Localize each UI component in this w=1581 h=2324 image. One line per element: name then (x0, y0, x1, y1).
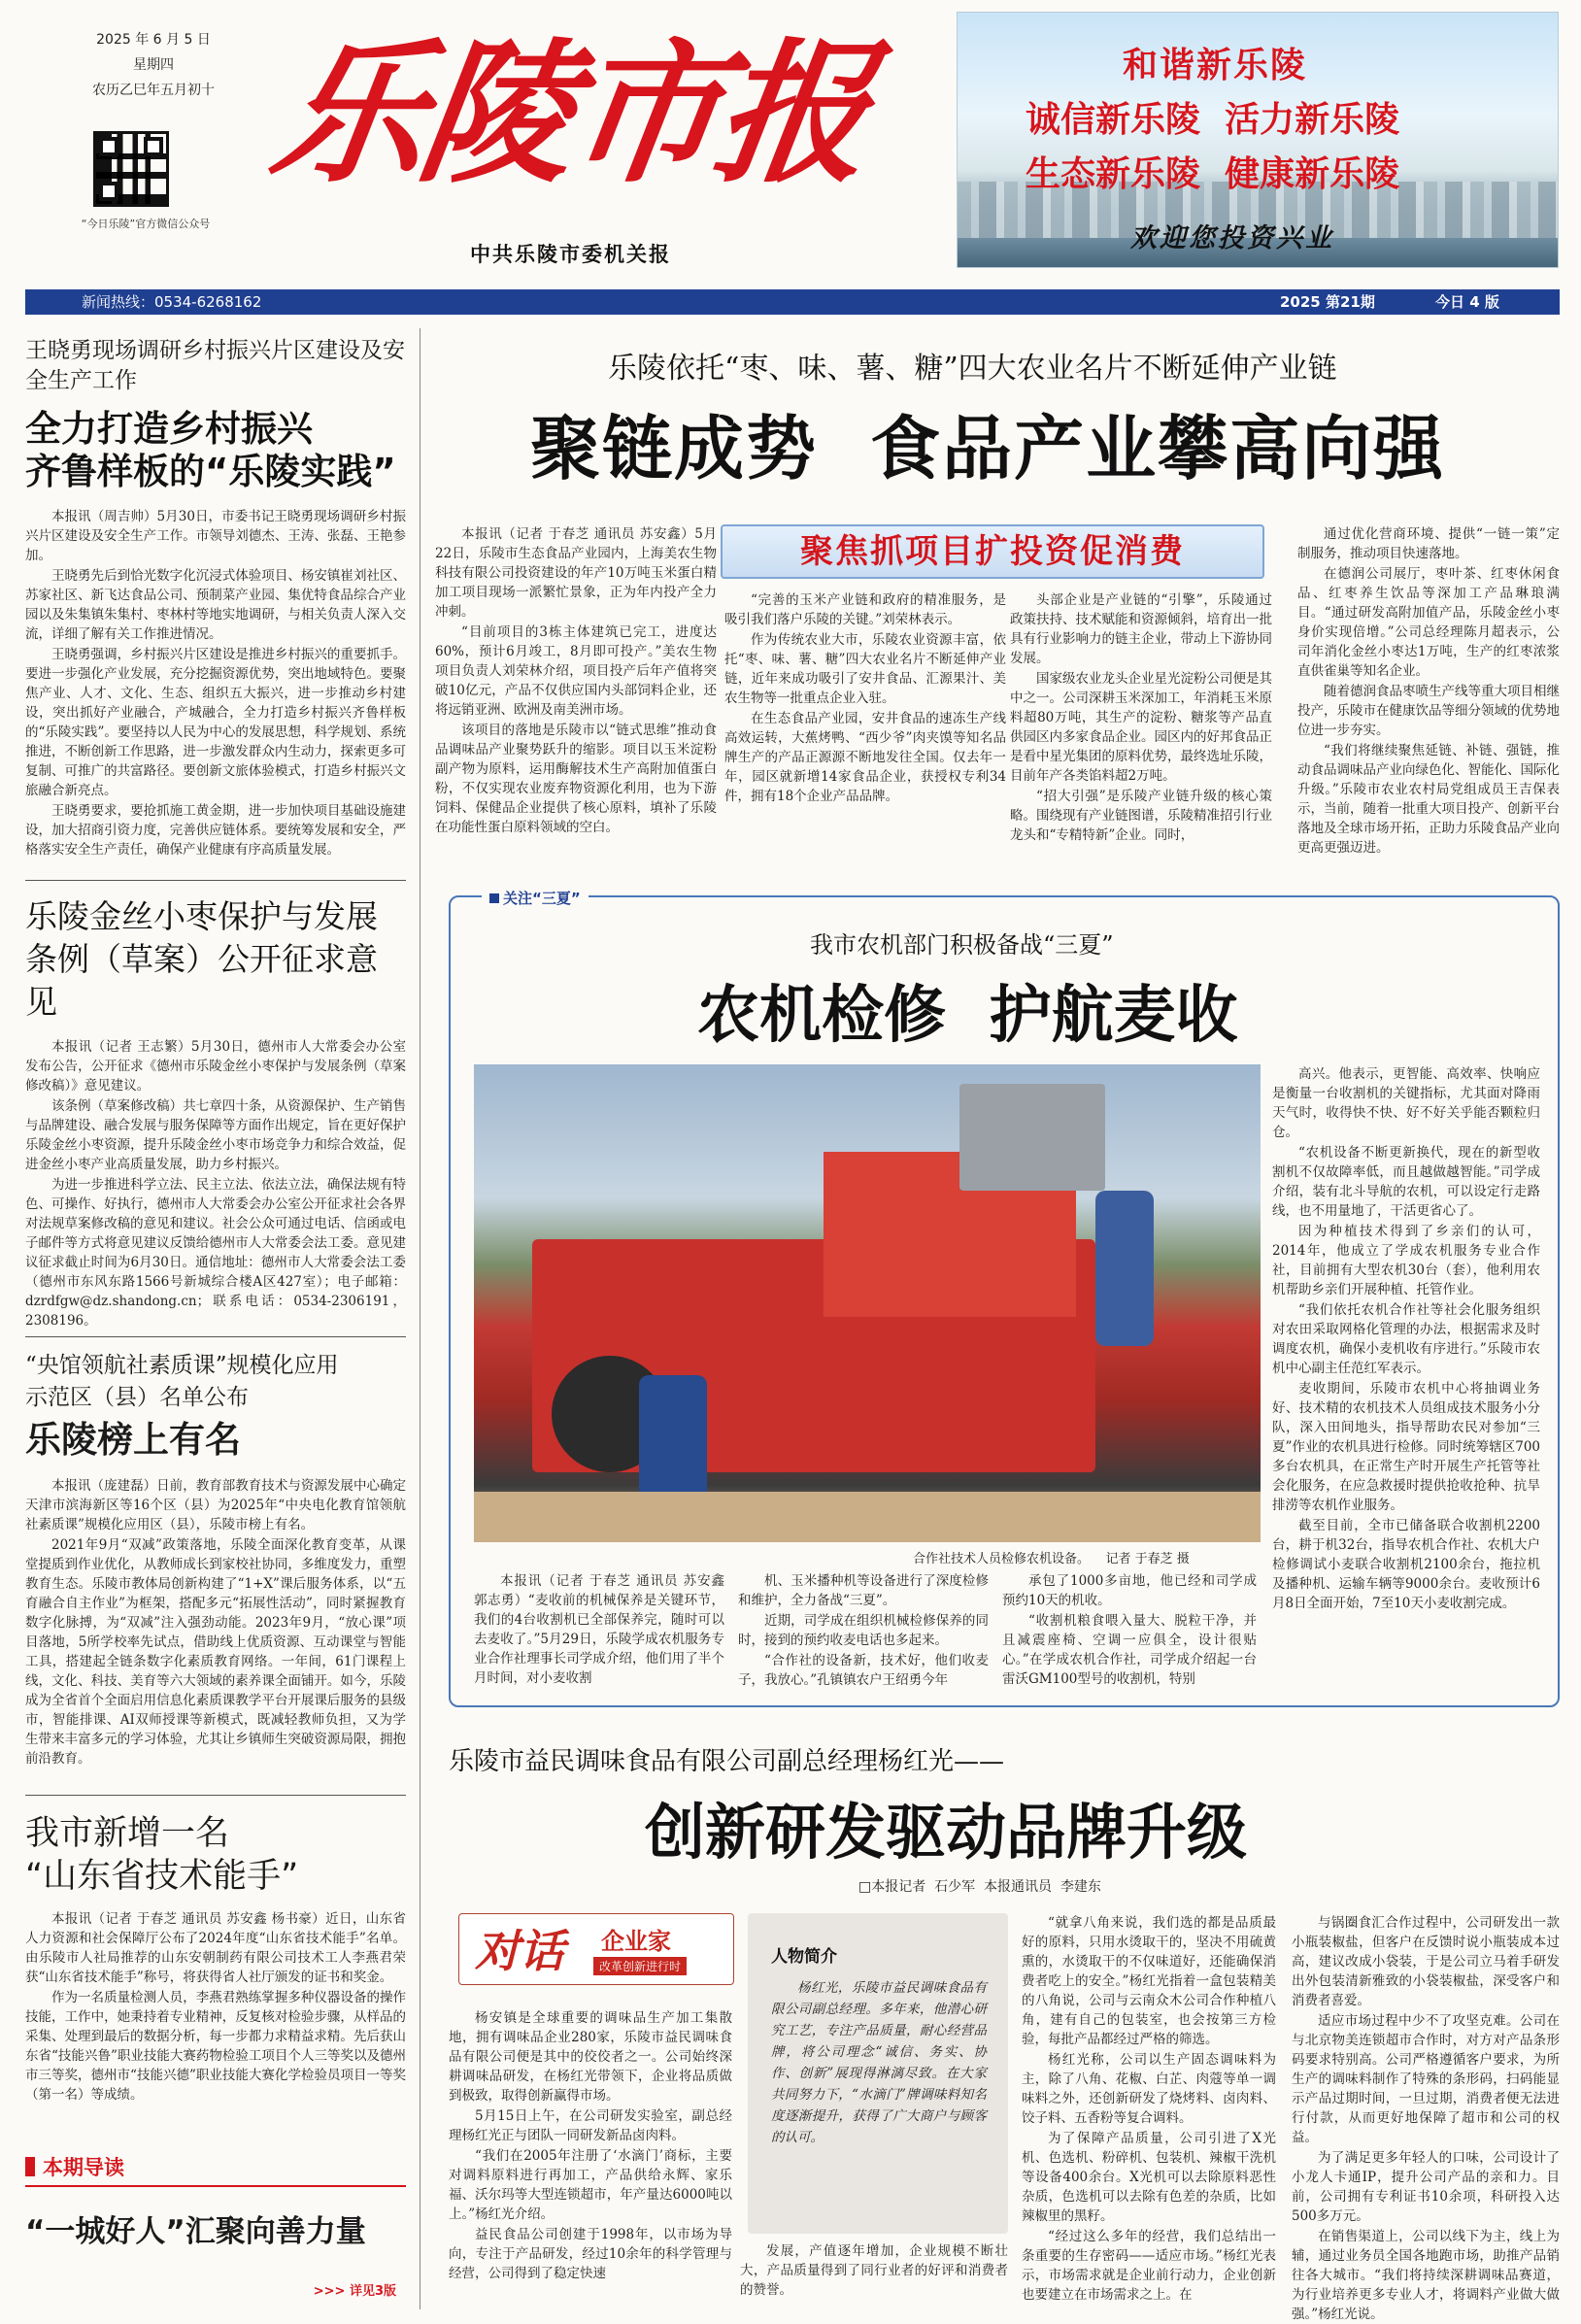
page-count: 今日 4 版 (1435, 293, 1499, 311)
article-kicker-2: 示范区（县）名单公布 (25, 1385, 249, 1410)
lead-banner (721, 524, 1264, 579)
left-article-4 (25, 1812, 406, 2146)
paragraph: 在德润公司展厅，枣叶茶、红枣休闲食品、红枣养生饮品等深加工产品琳琅满目。“通过研发高附加值产品，乐陵金丝小枣身价实现倍增。”公司总经理陈月超表示，公司年消化金丝小枣达1万吨，生产的红枣浓浆直供雀巢等知名企业。 (1297, 566, 1560, 679)
paragraph: 因为种植技术得到了乡亲们的认可，2014年，他成立了学成农机服务专业合作社，目前拥有大型农机30台（套），他利用农机帮助乡亲们开展种植、托管作业。 (1272, 1224, 1540, 1297)
paragraph: 高兴。他表示，更智能、高效率、快响应是衡量一台收割机的关键指标，尤其面对降雨天气时，收得快不快、好不好关乎能否颗粒归仓。 (1272, 1066, 1540, 1140)
interview-column-3 (1022, 1913, 1276, 2309)
article-kicker: “央馆领航社素质课”规模化应用 (25, 1353, 339, 1378)
article-kicker: 王晓勇现场调研乡村振兴片区建设及安全生产工作 (25, 338, 405, 393)
logo-small-text: 企业家 (601, 1927, 671, 1955)
issue-number: 2025 第21期 (1280, 293, 1375, 311)
logo-big-text: 对话 (475, 1925, 564, 1977)
paragraph: 作为一名质量检测人员，李燕君熟练掌握多种仪器设备的操作技能，工作中，她秉持着专业精神，反复核对检验步骤，从样品的采集、处理到最后的数据分析，每一步都力求精益求精。先后获山东省“技能兴鲁”职业技能大赛药物检验工项目个人三等奖以及德州市三等奖，德州市“技能兴德”职业技能大赛化学检验员项目一等奖（第一名）等成绩。 (25, 1990, 406, 2103)
paragraph: “招大引强”是乐陵产业链升级的核心策略。围绕现有产业链图谱，乐陵精准招引行业龙头和“专精特新”企业。同时， (1010, 789, 1272, 843)
paragraph: 杨安镇是全球重要的调味品生产加工集散地，拥有调味品企业280家，乐陵市益民调味食品有限公司便是其中的佼佼者之一。公司始终深耕调味品研发，在杨红光带领下，企业将品质做到极致，取得创新赢得市场。 (449, 2010, 732, 2104)
interview-byline: □本报记者 石少军 本报通讯员 李建东 (858, 1879, 1101, 1895)
ad-slogan-3: 生态新乐陵 健康新乐陵 (1026, 153, 1400, 194)
article-headline-2: 齐鲁样板的“乐陵实践” (25, 451, 396, 492)
paragraph: 益民食品公司创建于1998年，以市场为导向，专注于产品研发，经过10余年的科学管理与经营，公司得到了稳定快速 (449, 2227, 732, 2281)
guide-marker-icon (25, 2157, 35, 2176)
paragraph: 2021年9月“双减”政策落地，乐陵全面深化教育变革，从课堂提质到作业优化，从教师成长到家校社协同，多维度发力，重塑教育生态。乐陵市教体局创新构建了“1+X”课后服务体系，以“五育融合自主作业”为框架，搭配多元“拓展性活动”，同时紧握教育数字化脉搏，为“双减”注入强劲动能。2023年9月，“放心课”项目落地，5所学校率先试点，借助线上优质资源、互动课堂与智能工具，搭建起全链条数字化素质教育网络。一年间，61门课程上线，文化、科技、美育等六大领域的素养课全面铺开。如今，乐陵成为全省首个全面启用信息化素质课教学平台开展课后服务的县级市，智能排课、AI双师授课等新模式，既减轻教师负担，又为学生带来丰富多元的学习体验，尤其让乡镇师生突破资源局限，拥抱前沿教育。 (25, 1537, 406, 1767)
paragraph: “我们依托农机合作社等社会化服务组织对农田采取网格化管理的办法，根据需求及时调度农机，确保小麦机收有序进行。”乐陵市农机中心副主任范红军表示。 (1272, 1302, 1540, 1376)
dialogue-logo (458, 1913, 734, 1985)
article-headline-2: “山东省技术能手” (25, 1857, 299, 1896)
ad-slogan-2: 诚信新乐陵 活力新乐陵 (1026, 99, 1400, 140)
tag-label: 关注“三夏” (503, 890, 581, 907)
article-body (25, 507, 406, 897)
info-bar (25, 289, 1560, 315)
paragraph: 本报讯（庞建磊）日前，教育部教育技术与资源发展中心确定天津市滨海新区等16个区（县）为2025年“中央电化教育馆领航社素质课”规模化应用区（县），乐陵市榜上有名。 (25, 1478, 406, 1532)
newspaper-subtitle: 中共乐陵市委机关报 (470, 242, 671, 266)
interview-headline: 创新研发驱动品牌升级 (645, 1797, 1248, 1868)
article-headline: 我市新增一名 (25, 1814, 230, 1853)
photo-caption: 合作社技术人员检修农机设备。 记者 于春芝 摄 (913, 1552, 1190, 1566)
harvest-tag (482, 886, 589, 910)
profile-text: 杨红光，乐陵市益民调味食品有限公司副总经理。多年来，他潜心研究工艺，专注产品质量，耐心经营品牌，将公司理念“诚信、务实、协作、创新”展现得淋漓尽致。在大家共同努力下，“水滴门”牌调味料知名度逐渐提升，获得了广大商户与顾客的认可。 (771, 1980, 987, 2145)
paragraph: 为了满足更多年轻人的口味，公司设计了小龙人卡通IP，提升公司产品的亲和力。目前，公司拥有专利证书10余项，科研投入达500多万元。 (1292, 2150, 1560, 2224)
paragraph: 王晓勇先后到恰光数字化沉浸式体验项目、杨安镇崔刘社区、苏家社区、新飞达食品公司、预制菜产业园、集优特食品综合产业园以及朱集镇朱集村、枣林村等地实地调研，与相关负责人深入交流，详细了解有关工作推进情况。 (25, 568, 406, 642)
interview-column-2 (740, 2241, 1008, 2309)
lead-headline: 聚链成势 食品产业攀高向强 (530, 408, 1446, 489)
paragraph: 为进一步推进科学立法、民主立法、依法立法，确保法规有特色、可操作、好执行，德州市人大常委会办公室公开征求社会各界对法规草案修改稿的意见和建议。社会公众可通过电话、信函或电子邮件等方式将意见建议反馈给德州市人大常委会法工委。意见建议征求截止时间为6月30日。通信地址：德州市人大常委会法工委（德州市东风东路1566号新城综合楼A区427室）；电子邮箱：dzrdfgw@dz.shandong.cn；联系电话：0534-2306191，2308196。 (25, 1177, 406, 1329)
article-headline-2: 条例（草案）公开征求意见 (25, 940, 378, 1021)
paragraph: 机、玉米播种机等设备进行了深度检修和维护，全力备战“三夏”。 (738, 1573, 989, 1608)
paragraph: 作为传统农业大市，乐陵农业资源丰富，依托“枣、味、薯、糖”四大农业名片不断延伸产业链，近年来成功吸引了安井食品、汇源果汁、美农生物等一批重点企业入驻。 (724, 632, 1006, 706)
paragraph: 杨红光称，公司以生产固态调味料为主，除了八角、花椒、白芷、肉蔻等单一调味料之外，还创新研发了烧烤料、卤肉料、饺子料、五香粉等复合调料。 (1022, 2052, 1276, 2126)
paragraph: 与锅圈食汇合作过程中，公司研发出一款小瓶装椒盐，但客户在反馈时说小瓶装成本过高，建议改成小袋装，于是公司立马着手研发出外包装清新雅致的小袋装椒盐，深受客户和消费者喜爱。 (1292, 1915, 1560, 2008)
harvest-bottom-column-2 (738, 1571, 989, 1692)
paragraph: 发展，产值逐年增加，企业规模不断壮大，产品质量得到了同行业者的好评和消费者的赞誉。 (740, 2243, 1008, 2298)
article-body (25, 1909, 406, 2146)
qr-caption: “今日乐陵”官方微信公众号 (81, 218, 211, 230)
paragraph: “我们在2005年注册了‘水滴门’商标，主要对调料原料进行再加工，产品供给永辉、家乐福、沃尔玛等大型连锁超市，年产量达6000吨以上。”杨红光介绍。 (449, 2148, 732, 2222)
paragraph: “完善的玉米产业链和政府的精准服务，是吸引我们落户乐陵的关键。”刘荣林表示。 (724, 592, 1006, 627)
left-article-2 (25, 895, 406, 1428)
harvest-bottom-column-3 (1002, 1571, 1257, 1692)
logo-tag: 改革创新进行时 (593, 1957, 687, 1975)
paragraph: 王晓勇强调，乡村振兴片区建设是推进乡村振兴的重要抓手。要进一步强化产业发展，充分挖掘资源优势，突出地域特色。要聚焦产业、人才、文化、生态、组织五大振兴，进一步推动乡村建设，突出抓好产业融合，产城融合，全力打造乡村振兴齐鲁样板的“乐陵实践”。要坚持以人民为中心的发展思想，科学规划、系统推进，不断创新工作思路，进一步激发群众内生动力，探索更多可复制、可推广的共富路径。要创新文旅体验模式，打造乡村振兴文旅融合新亮点。 (25, 647, 406, 798)
paragraph: “目前项目的3栋主体建筑已完工，进度达60%，预计6月竣工，8月即可投产。”美农生物项目负责人刘荣林介绍，项目投产后年产值将突破10亿元，产品不仅供应国内头部饲料企业，还将远销亚洲、欧洲及南美洲市场。 (435, 624, 717, 718)
ad-banner (957, 12, 1559, 268)
paragraph: 随着德润食品枣喷生产线等重大项目相继投产，乐陵市在健康饮品等细分领域的优势地位进一步夯实。 (1297, 684, 1560, 738)
lead-column-3 (1010, 590, 1272, 923)
interview-column-1 (449, 2008, 732, 2309)
interview-column-4 (1292, 1913, 1560, 2322)
paragraph: 为了保障产品质量，公司引进了X光机、色选机、粉碎机、包装机、辣椒干洗机等设备400余台。X光机可以去除原料恶性杂质，色选机可以去除有色差的杂质，比如辣椒里的黑籽。 (1022, 2131, 1276, 2224)
paragraph: 该项目的落地是乐陵市以“链式思维”推动食品调味品产业聚势跃升的缩影。项目以玉米淀粉副产物为原料，运用酶解技术生产高附加值蛋白粉，不仅实现农业废弃物资源化利用，也为下游饲料、保健品企业提供了核心原料，填补了乐陵在功能性蛋白原料领域的空白。 (435, 723, 717, 835)
paragraph: “我们将继续聚焦延链、补链、强链，推动食品调味品产业向绿色化、智能化、国际化升级。”乐陵市农业农村局党组成员王吉保表示，当前，随着一批重大项目投产、创新平台落地及全球市场开拓，正助力乐陵食品产业向更高更强迈进。 (1297, 743, 1560, 856)
lead-column-1 (435, 524, 717, 923)
news-hotline: 新闻热线：0534-6268162 (82, 293, 262, 311)
paragraph: 本报讯（记者 于春芝 通讯员 苏安鑫 杨书豪）近日，山东省人力资源和社会保障厅公布了2024年度“山东省技术能手”名单。由乐陵市人社局推荐的山东安朝制药有限公司技术工人李燕君荣获“山东省技术能手”称号，将获得省人社厅颁发的证书和奖金。 (25, 1911, 406, 1985)
interview-kicker: 乐陵市益民调味食品有限公司副总经理杨红光—— (449, 1747, 1005, 1776)
harvest-headline: 农机检修 护航麦收 (697, 979, 1238, 1052)
paragraph: “农机设备不断更新换代，现在的新型收割机不仅故障率低，而且越做越智能。”司学成介绍，装有北斗导航的农机，可以设定行走路线，也不用量地了，干活更省心了。 (1272, 1145, 1540, 1219)
paragraph: “收割机粮食喂入量大、脱粒干净，并且减震座椅、空调一应俱全，设计很贴心。”在学成农机合作社，司学成介绍起一台雷沃GM100型号的收割机，特别 (1002, 1613, 1257, 1687)
paragraph: 国家级农业龙头企业星光淀粉公司便是其中之一。公司深耕玉米深加工，年消耗玉米原料超80万吨，其生产的淀粉、糖浆等产品直供园区内多家食品企业。园区内的好邦食品正是看中星光集团的原料优势，最终选址乐陵，目前年产各类馅料超2万吨。 (1010, 671, 1272, 784)
harvest-bottom-column-1 (474, 1571, 724, 1692)
newspaper-logo: 乐陵市报 (261, 24, 878, 204)
article-headline: 乐陵金丝小枣保护与发展 (25, 897, 378, 935)
paragraph: 王晓勇要求，要抢抓施工黄金期，进一步加快项目基础设施建设，加大招商引资力度，完善供应链体系。要统筹发展和安全，严格落实安全生产责任，确保产业健康有序高质量发展。 (25, 803, 406, 858)
paragraph: 截至目前，全市已储备联合收割机2200台，耕于机32台，指导农机合作社、农机大户检修调试小麦联合收割机2100余台，拖拉机及播种机、运输车辆等9000余台。麦收预计6月8日全面开始，7至10天小麦收割完成。 (1272, 1518, 1540, 1611)
paragraph: 承包了1000多亩地，他已经和司学成预约10天的机收。 (1002, 1573, 1257, 1608)
guide-label: 本期导读 (43, 2156, 124, 2179)
profile-box (748, 1913, 1008, 2234)
qr-code-icon[interactable] (93, 131, 169, 207)
article-body (25, 1476, 406, 1828)
lead-column-4 (1297, 524, 1560, 923)
left-article-3 (25, 1350, 406, 1828)
guide-title[interactable]: “一城好人”汇聚向善力量 (25, 2214, 366, 2249)
ad-slogan-1: 和谐新乐陵 (1123, 45, 1308, 85)
profile-title: 人物简介 (771, 1947, 837, 1967)
guide-page-link[interactable]: >>> 详见3版 (313, 2284, 396, 2299)
issue-lunar-date: 农历乙巳年五月初十 (92, 83, 215, 98)
article-headline: 全力打造乡村振兴 (25, 408, 313, 450)
paragraph: 5月15日上午，在公司研发实验室，副总经理杨红光正与团队一同研发新品卤肉料。 (449, 2108, 732, 2143)
harvest-kicker: 我市农机部门积极备战“三夏” (810, 931, 1114, 959)
paragraph: 近期，司学成在组织机械检修保养的同时，接到的预约收麦电话也多起来。 (738, 1613, 989, 1648)
banner-text: 聚焦抓项目扩投资促消费 (800, 532, 1185, 571)
paragraph: 在生态食品产业园，安井食品的速冻生产线高效运转，大蕉烤鸭、“西少爷”肉夹馍等知名品牌生产的产品正源源不断地发往全国。仅去年一年，园区就新增14家食品企业，获授权专利34件，拥有18个企业产品品牌。 (724, 711, 1006, 804)
paragraph: “经过这么多年的经营，我们总结出一条重要的生存密码——适应市场。”杨红光表示，市场需求就是企业前行动力，企业创新也要建立在市场需求之上。在 (1022, 2229, 1276, 2303)
paragraph: 该条例（草案修改稿）共七章四十条，从资源保护、生产销售与品牌建设、融合发展与服务保障等方面作出规定，旨在更好保护乐陵金丝小枣资源，提升乐陵金丝小枣市场竞争力和综合效益，促进金丝小枣产业高质量发展，助力乡村振兴。 (25, 1098, 406, 1172)
paragraph: “就拿八角来说，我们选的都是品质最好的原料，只用水烫取干的，坚决不用硫黄熏的，水烫取干的不仅味道好，还能确保消费者吃上的安全。”杨红光指着一盒包装精美的八角说，公司与云南众木公司合作种植八角，建有自己的包装室，也会按第三方检验，每批产品都经过严格的筛选。 (1022, 1915, 1276, 2047)
harvester-photo (474, 1064, 1261, 1542)
paragraph: “合作社的设备新，技术好，他们收麦子，我放心。”孔镇镇农户王绍勇今年 (738, 1653, 989, 1688)
issue-guide (25, 2152, 406, 2307)
lead-column-2 (724, 590, 1006, 923)
paragraph: 头部企业是产业链的“引擎”，乐陵通过政策扶持、技术赋能和资源倾斜，培育出一批具有行业影响力的链主企业，带动上下游协同发展。 (1010, 592, 1272, 666)
paragraph: 本报讯（记者 于春芝 通讯员 苏安鑫）5月22日，乐陵市生态食品产业园内，上海美农生物科技有限公司投资建设的年产10万吨玉米蛋白精加工项目现场一派繁忙景象，正为年内投产全力冲刺。 (435, 526, 717, 620)
left-article-1 (25, 336, 406, 897)
paragraph: 适应市场过程中少不了攻坚克难。公司在与北京物美连锁超市合作时，对方对产品条形码要求特别高。公司严格遵循客户要求，为所生产的调味料制作了特殊的条形码，扫码能显示产品过期时间，一旦过期，消费者便无法进行付款，从而更好地保障了超市和公司的权益。 (1292, 2013, 1560, 2145)
harvest-right-column (1272, 1064, 1540, 1686)
issue-date: 2025 年 6 月 5 日 (96, 32, 211, 48)
paragraph: 在销售渠道上，公司以线下为主，线上为辅，通过业务员全国各地跑市场，助推产品销往各大城市。“我们将持续深耕调味品赛道，为行业培养更多专业人才，将调料产业做大做强。”杨红光说。 (1292, 2229, 1560, 2322)
issue-weekday: 星期四 (133, 57, 174, 73)
date-block (76, 27, 231, 103)
paragraph: 通过优化营商环境、提供“一链一策”定制服务，推动项目快速落地。 (1297, 526, 1560, 561)
paragraph: 麦收期间，乐陵市农机中心将抽调业务好、技术精的农机技术人员组成技术服务小分队，深入田间地头，指导帮助农民对参加“三夏”作业的农机具进行检修。同时统筹辖区700多台农机具，在正常生产时开展生产托管等社会化服务，在应急救援时提供抢收抢种、抗旱排涝等农机作业服务。 (1272, 1381, 1540, 1513)
ad-slogan-4: 欢迎您投资兴业 (1130, 223, 1334, 253)
lead-kicker: 乐陵依托“枣、味、薯、糖”四大农业名片不断延伸产业链 (608, 352, 1337, 386)
article-headline: 乐陵榜上有名 (25, 1419, 241, 1461)
tag-square-icon (489, 893, 499, 903)
paragraph: 本报讯（周吉帅）5月30日，市委书记王晓勇现场调研乡村振兴片区建设及安全生产工作。市领导刘德杰、王涛、张磊、王艳参加。 (25, 509, 406, 563)
paragraph: 本报讯（记者 于春芝 通讯员 苏安鑫 郭志勇）“麦收前的机械保养是关键环节，我们的4台收割机已全部保养完，随时可以去麦收了。”5月29日，乐陵学成农机服务专业合作社理事长司学成介绍，他们用了半个月时间，对小麦收割 (474, 1573, 724, 1686)
paragraph: 本报讯（记者 王志繁）5月30日，德州市人大常委会办公室发布公告，公开征求《德州市乐陵金丝小枣保护与发展条例（草案修改稿）》意见建议。 (25, 1039, 406, 1094)
